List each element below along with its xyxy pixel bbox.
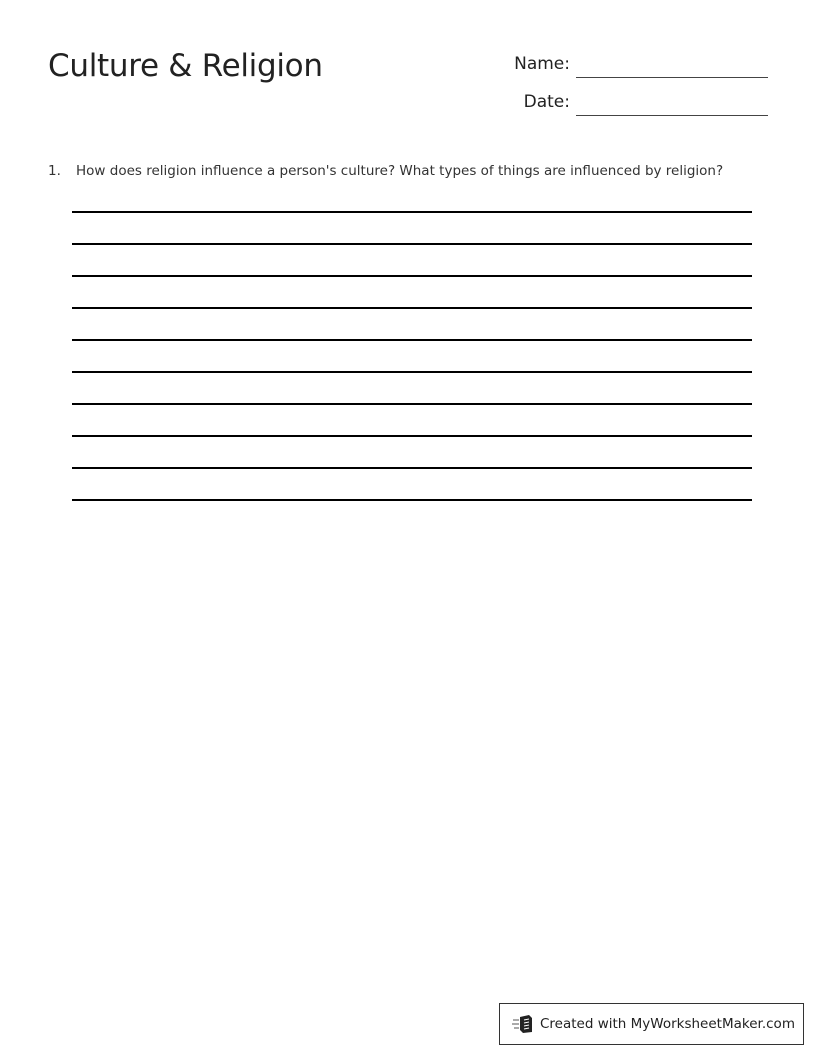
answer-line[interactable]: [72, 275, 752, 277]
answer-line[interactable]: [72, 211, 752, 213]
answer-line[interactable]: [72, 467, 752, 469]
worksheet-logo-icon: [512, 1014, 534, 1034]
page-title: Culture & Religion: [48, 48, 323, 84]
question-text: How does religion influence a person's culture? What types of things are influenced by religion?: [76, 163, 724, 179]
answer-line[interactable]: [72, 243, 752, 245]
answer-line[interactable]: [72, 435, 752, 437]
answer-line[interactable]: [72, 499, 752, 501]
answer-line[interactable]: [72, 371, 752, 373]
date-field[interactable]: [490, 86, 768, 116]
name-field[interactable]: [490, 48, 768, 78]
date-label: Date:: [523, 92, 570, 112]
name-label: Name:: [514, 54, 570, 74]
question-number: 1.: [48, 163, 61, 179]
answer-line[interactable]: [72, 339, 752, 341]
name-input-line[interactable]: [576, 77, 768, 78]
footer-text: Created with MyWorksheetMaker.com: [540, 1016, 795, 1032]
date-input-line[interactable]: [576, 115, 768, 116]
footer-badge[interactable]: [499, 1003, 804, 1045]
answer-line[interactable]: [72, 307, 752, 309]
answer-line[interactable]: [72, 403, 752, 405]
